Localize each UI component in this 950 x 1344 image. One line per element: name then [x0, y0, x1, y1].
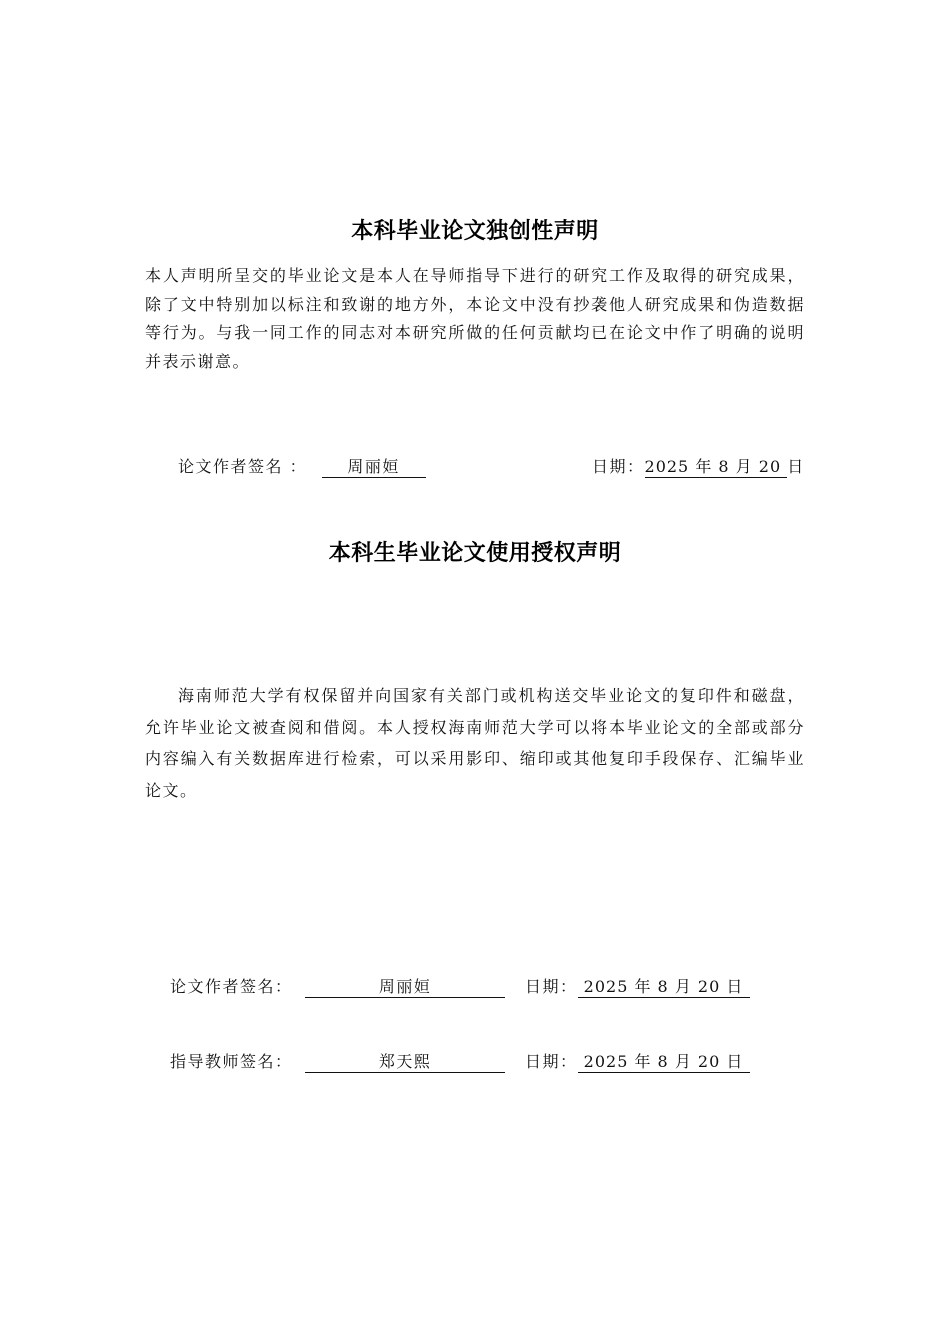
originality-author-signature-row: [178, 454, 426, 478]
originality-statement: 本人声明所呈交的毕业论文是本人在导师指导下进行的研究工作及取得的研究成果，除了文中特别加以标注和致谢的地方外，本论文中没有抄袭他人研究成果和伪造数据等行为。与我一同工作的同志对本研究所做的任何贡献均已在论文中作了明确的说明并表示谢意。: [145, 266, 805, 371]
advisor-date-row: [525, 1049, 750, 1073]
authorization-author-date-row: [525, 974, 750, 998]
authorization-author-signature-row: [170, 974, 505, 998]
originality-date-row: [592, 454, 805, 478]
authorization-title: 本科生毕业论文使用授权声明: [328, 541, 622, 566]
date-value: 2025 年 8 月 20 日: [578, 1052, 750, 1073]
advisor-signature-name: 郑天熙: [305, 1052, 505, 1073]
date-label: 日期：: [525, 1052, 578, 1071]
author-signature-name: 周丽姮: [305, 977, 505, 998]
author-signature-name: 周丽姮: [322, 457, 426, 478]
author-signature-label: 论文作者签名：: [170, 977, 293, 996]
originality-title: 本科毕业论文独创性声明: [351, 219, 599, 244]
author-signature-label: 论文作者签名 ：: [178, 457, 308, 476]
date-label: 日期：: [525, 977, 578, 996]
authorization-statement: 海南师范大学有权保留并向国家有关部门或机构送交毕业论文的复印件和磁盘，允许毕业论文被查阅和借阅。本人授权海南师范大学可以将本毕业论文的全部或部分内容编入有关数据库进行检索，可以采用影印、缩印或其他复印手段保存、汇编毕业论文。: [145, 686, 805, 800]
date-value: 2025 年 8 月 20 日: [644, 457, 805, 476]
advisor-signature-row: [170, 1049, 505, 1073]
date-value: 2025 年 8 月 20 日: [578, 977, 750, 998]
date-label: 日期：: [592, 457, 645, 476]
advisor-signature-label: 指导教师签名：: [170, 1052, 293, 1071]
